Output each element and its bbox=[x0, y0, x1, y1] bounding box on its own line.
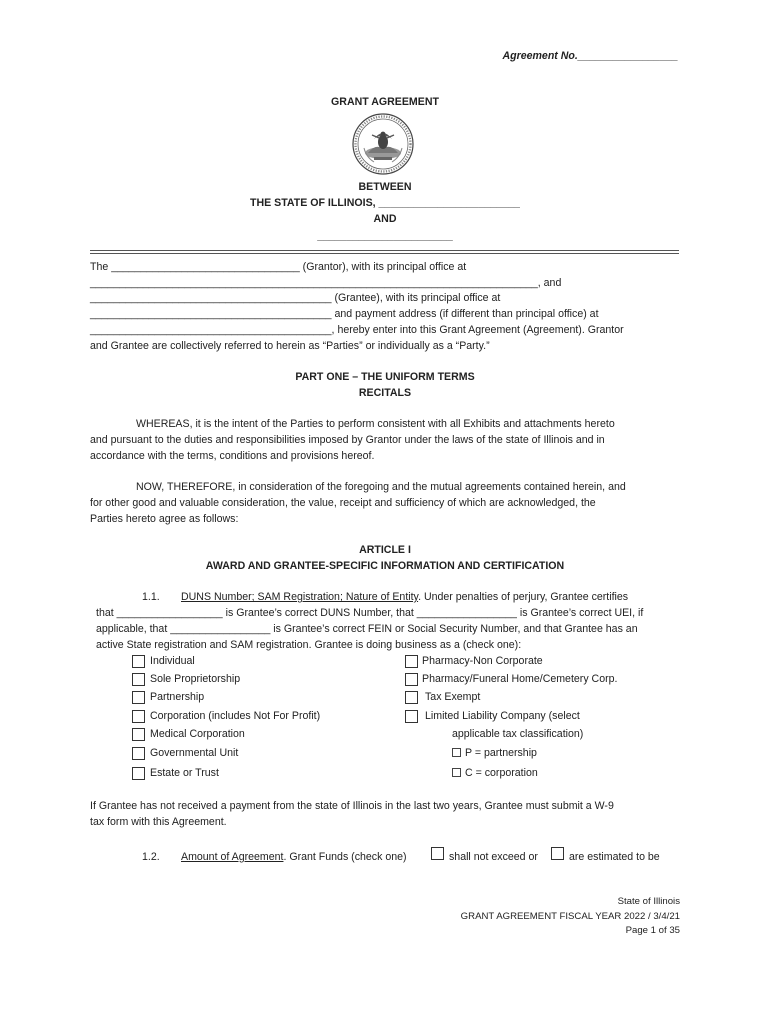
checkbox-label: Governmental Unit bbox=[150, 747, 239, 759]
whereas-line: WHEREAS, it is the intent of the Parties to perform consistent with all Exhibits and attachments hereto bbox=[136, 418, 615, 430]
llc-corporation-option[interactable] bbox=[452, 767, 538, 780]
checkbox-label: Medical Corporation bbox=[150, 728, 245, 740]
page-number: Page 1 of 35 bbox=[625, 925, 680, 936]
corporation-checkbox[interactable] bbox=[132, 710, 145, 723]
tax-exempt-checkbox[interactable] bbox=[405, 691, 418, 704]
option-label: shall not exceed or bbox=[449, 851, 538, 863]
intro-line: and Grantee are collectively referred to herein as “Parties” or individually as a “Party.” bbox=[90, 340, 490, 352]
divider-top bbox=[90, 250, 679, 251]
now-therefore-line: NOW, THEREFORE, in consideration of the foregoing and the mutual agreements contained herein, and bbox=[136, 481, 626, 493]
section-line: applicable, that _________________ is Grantee’s correct FEIN or Social Security Number, and that Grantee has an bbox=[96, 623, 638, 635]
section-number: 1.1. bbox=[142, 591, 160, 603]
article-subheading: AWARD AND GRANTEE-SPECIFIC INFORMATION AND CERTIFICATION bbox=[205, 560, 565, 572]
recitals-heading: RECITALS bbox=[358, 387, 412, 399]
section-text: . Under penalties of perjury, Grantee certifies bbox=[418, 591, 629, 603]
checkbox-label: Pharmacy/Funeral Home/Cemetery Corp. bbox=[422, 673, 618, 685]
intro-line: ____________________________________________________________________________, and bbox=[90, 277, 562, 289]
and-label: AND bbox=[373, 213, 397, 225]
footer-state: State of Illinois bbox=[617, 896, 680, 907]
option-label: C = corporation bbox=[465, 767, 538, 779]
section-1-2-text bbox=[181, 851, 407, 864]
checkbox-label: Limited Liability Company (select bbox=[425, 710, 580, 722]
sole-proprietorship-checkbox[interactable] bbox=[132, 673, 145, 686]
option-label: P = partnership bbox=[465, 747, 537, 759]
shall-not-exceed-checkbox[interactable] bbox=[431, 847, 444, 860]
grantee-blank: _______________________ bbox=[317, 230, 453, 242]
section-line: that __________________ is Grantee’s correct DUNS Number, that _________________ is Grantee’s correct UEI, if bbox=[96, 607, 644, 619]
llc-partnership-checkbox[interactable] bbox=[452, 748, 461, 757]
checkbox-label: Estate or Trust bbox=[150, 767, 219, 779]
section-text: . Grant Funds (check one) bbox=[283, 851, 407, 863]
llc-partnership-option[interactable] bbox=[452, 747, 537, 760]
agreement-number: Agreement No._________________ bbox=[502, 50, 678, 62]
governmental-unit-checkbox[interactable] bbox=[132, 747, 145, 760]
llc-note: applicable tax classification) bbox=[452, 728, 584, 740]
now-therefore-line: Parties hereto agree as follows: bbox=[90, 513, 239, 525]
article-heading: ARTICLE I bbox=[359, 544, 411, 556]
individual-checkbox[interactable] bbox=[132, 655, 145, 668]
medical-corporation-checkbox[interactable] bbox=[132, 728, 145, 741]
part-one-heading: PART ONE – THE UNIFORM TERMS bbox=[295, 371, 475, 383]
intro-line: _________________________________________, hereby enter into this Grant Agreement (Agreement). Grantor bbox=[90, 324, 624, 336]
partnership-checkbox[interactable] bbox=[132, 691, 145, 704]
checkbox-label: Individual bbox=[150, 655, 195, 667]
pharmacy-non-corporate-checkbox[interactable] bbox=[405, 655, 418, 668]
estimated-checkbox[interactable] bbox=[551, 847, 564, 860]
whereas-line: and pursuant to the duties and responsibilities imposed by Grantor under the laws of the state of Illinois and in bbox=[90, 434, 605, 446]
checkbox-label: Pharmacy-Non Corporate bbox=[422, 655, 543, 667]
whereas-line: accordance with the terms, conditions and provisions hereof. bbox=[90, 450, 375, 462]
w9-notice-line: tax form with this Agreement. bbox=[90, 816, 227, 828]
checkbox-label: Tax Exempt bbox=[425, 691, 481, 703]
footer-fiscal-year: GRANT AGREEMENT FISCAL YEAR 2022 / 3/4/21 bbox=[460, 911, 680, 922]
between-label: BETWEEN bbox=[358, 181, 412, 193]
llc-corporation-checkbox[interactable] bbox=[452, 768, 461, 777]
divider-bottom bbox=[90, 253, 679, 254]
section-title: DUNS Number; SAM Registration; Nature of Entity bbox=[181, 591, 419, 603]
now-therefore-line: for other good and valuable consideration, the value, receipt and sufficiency of which are acknowledged, the bbox=[90, 497, 596, 509]
document-title: GRANT AGREEMENT bbox=[331, 96, 439, 108]
checkbox-label: Partnership bbox=[150, 691, 205, 703]
pharmacy-funeral-home-checkbox[interactable] bbox=[405, 673, 418, 686]
checkbox-label: Corporation (includes Not For Profit) bbox=[150, 710, 321, 722]
state-seal-icon bbox=[352, 113, 414, 175]
option-label: are estimated to be bbox=[569, 851, 660, 863]
checkbox-label: Sole Proprietorship bbox=[150, 673, 241, 685]
state-line: THE STATE OF ILLINOIS, ________________________ bbox=[250, 197, 520, 209]
estate-or-trust-checkbox[interactable] bbox=[132, 767, 145, 780]
intro-line: The ________________________________ (Grantor), with its principal office at bbox=[90, 261, 467, 273]
intro-line: _________________________________________ and payment address (if different than principal office) at bbox=[90, 308, 599, 320]
section-line: active State registration and SAM registration. Grantee is doing business as a (check one): bbox=[96, 639, 522, 651]
intro-line: _________________________________________ (Grantee), with its principal office at bbox=[90, 292, 501, 304]
llc-checkbox[interactable] bbox=[405, 710, 418, 723]
section-title: Amount of Agreement bbox=[181, 851, 284, 863]
w9-notice-line: If Grantee has not received a payment from the state of Illinois in the last two years, Grantee must submit a W-9 bbox=[90, 800, 614, 812]
section-1-1-text bbox=[181, 591, 628, 604]
section-number: 1.2. bbox=[142, 851, 160, 863]
